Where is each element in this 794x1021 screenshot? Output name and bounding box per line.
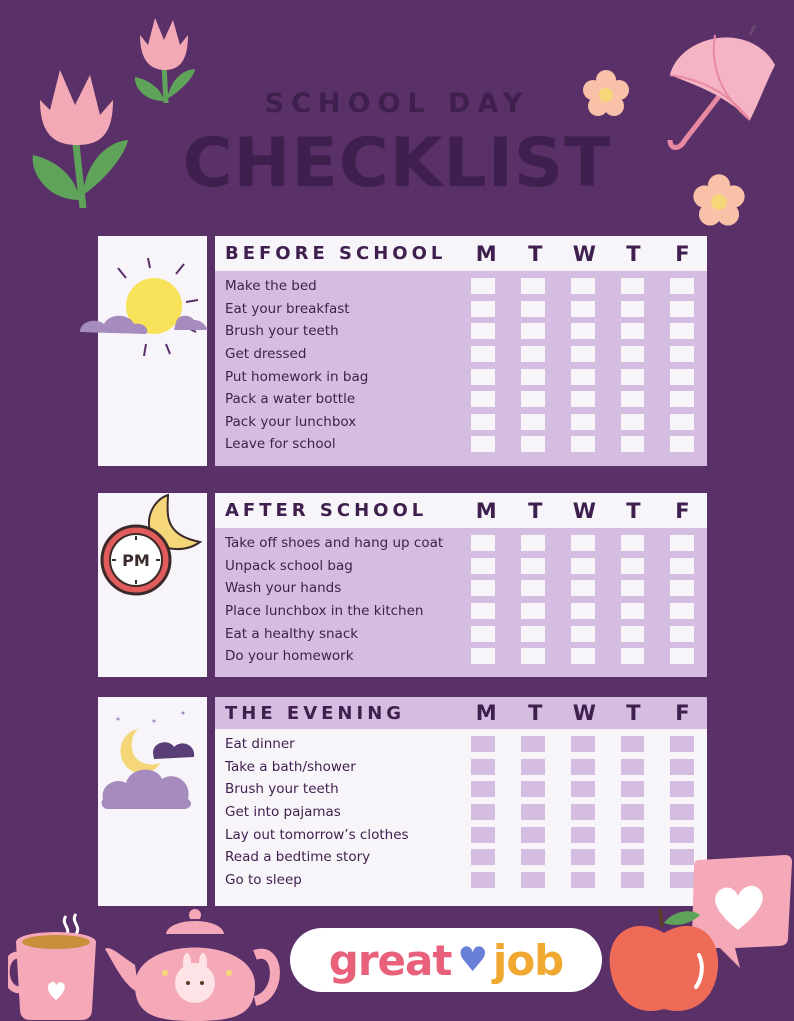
task-row	[215, 388, 707, 411]
checkbox[interactable]	[670, 323, 694, 339]
checkbox[interactable]	[571, 391, 595, 407]
checkbox[interactable]	[621, 558, 645, 574]
section-title: BEFORE SCHOOL	[225, 243, 447, 264]
moon-cloud-icon	[98, 707, 207, 827]
checkbox[interactable]	[670, 626, 694, 642]
day-label: F	[675, 498, 690, 523]
checkbox[interactable]	[571, 781, 595, 797]
day-label: T	[626, 498, 641, 523]
checkbox[interactable]	[670, 781, 694, 797]
task-list	[215, 729, 707, 906]
checkbox[interactable]	[521, 346, 545, 362]
task-row	[215, 343, 707, 366]
task-label: Get into pajamas	[225, 804, 341, 821]
task-row	[215, 622, 707, 645]
task-row	[215, 846, 707, 869]
task-label: Brush your teeth	[225, 781, 339, 798]
checkbox[interactable]	[621, 804, 645, 820]
day-label: T	[528, 701, 543, 725]
checkbox[interactable]	[521, 323, 545, 339]
day-label: W	[572, 498, 596, 523]
checkbox[interactable]	[471, 781, 495, 797]
checkbox[interactable]	[670, 346, 694, 362]
section-title: AFTER SCHOOL	[225, 500, 428, 521]
sun-icon	[58, 250, 218, 370]
task-label: Get dressed	[225, 346, 307, 363]
sticker-text-great: great	[328, 935, 452, 985]
checkbox[interactable]	[670, 558, 694, 574]
checkbox[interactable]	[471, 580, 495, 596]
day-label: T	[626, 241, 641, 266]
day-label: T	[528, 241, 543, 266]
checkbox[interactable]	[471, 872, 495, 888]
task-label: Pack a water bottle	[225, 391, 356, 408]
checkbox[interactable]	[471, 804, 495, 820]
task-label: Unpack school bag	[225, 557, 353, 574]
sticker-text-job: job	[492, 935, 564, 985]
task-label: Lay out tomorrow’s clothes	[225, 826, 409, 843]
checkbox[interactable]	[571, 736, 595, 752]
checkbox[interactable]	[571, 849, 595, 865]
day-label: F	[675, 701, 690, 725]
checkbox[interactable]	[670, 804, 694, 820]
checkbox[interactable]	[621, 414, 645, 430]
checkbox[interactable]	[571, 323, 595, 339]
checkbox[interactable]	[521, 301, 545, 317]
task-label: Brush your teeth	[225, 323, 339, 340]
task-label: Pack your lunchbox	[225, 413, 357, 430]
checkbox[interactable]	[521, 648, 545, 664]
checkbox[interactable]	[471, 759, 495, 775]
great-job-sticker	[290, 928, 602, 992]
heart-icon: ♥	[457, 940, 487, 980]
checkbox[interactable]	[621, 648, 645, 664]
checkbox[interactable]	[621, 603, 645, 619]
checkbox[interactable]	[670, 736, 694, 752]
checkbox[interactable]	[670, 827, 694, 843]
checkbox[interactable]	[670, 535, 694, 551]
task-label: Do your homework	[225, 648, 354, 665]
teacup-icon	[8, 910, 108, 1021]
checkbox[interactable]	[571, 626, 595, 642]
task-list	[215, 528, 707, 677]
checkbox[interactable]	[571, 301, 595, 317]
section-before-school	[215, 236, 707, 466]
checkbox[interactable]	[621, 278, 645, 294]
checkbox[interactable]	[670, 436, 694, 452]
checkbox[interactable]	[521, 759, 545, 775]
task-label: Eat a healthy snack	[225, 625, 359, 642]
checkbox[interactable]	[521, 603, 545, 619]
day-label: M	[475, 701, 497, 725]
task-label: Wash your hands	[225, 580, 342, 597]
checkbox[interactable]	[621, 872, 645, 888]
checkbox[interactable]	[471, 278, 495, 294]
checkbox[interactable]	[571, 603, 595, 619]
task-label: Read a bedtime story	[225, 849, 371, 866]
checkbox[interactable]	[621, 626, 645, 642]
checkbox[interactable]	[571, 535, 595, 551]
checkbox[interactable]	[571, 759, 595, 775]
checkbox[interactable]	[471, 391, 495, 407]
checkbox[interactable]	[571, 278, 595, 294]
checkbox[interactable]	[471, 414, 495, 430]
task-label: Leave for school	[225, 436, 336, 453]
checkbox[interactable]	[521, 626, 545, 642]
checkbox[interactable]	[471, 603, 495, 619]
task-row	[215, 365, 707, 388]
checkbox[interactable]	[521, 872, 545, 888]
checkbox[interactable]	[571, 872, 595, 888]
section-header	[215, 697, 707, 729]
checkbox[interactable]	[471, 626, 495, 642]
checkbox[interactable]	[621, 736, 645, 752]
checkbox[interactable]	[521, 436, 545, 452]
checkbox[interactable]	[621, 369, 645, 385]
checkbox[interactable]	[670, 603, 694, 619]
teapot-icon	[105, 905, 280, 1021]
checkbox[interactable]	[571, 436, 595, 452]
checkbox[interactable]	[571, 827, 595, 843]
clock-label: PM	[122, 551, 150, 570]
task-label: Place lunchbox in the kitchen	[225, 603, 424, 620]
checkbox[interactable]	[621, 827, 645, 843]
checkbox[interactable]	[471, 346, 495, 362]
checkbox[interactable]	[621, 580, 645, 596]
cloud-icon	[102, 770, 191, 809]
checkbox[interactable]	[471, 648, 495, 664]
checkbox[interactable]	[571, 346, 595, 362]
task-row	[215, 320, 707, 343]
task-row	[215, 869, 707, 892]
checkbox[interactable]	[621, 849, 645, 865]
task-row	[215, 756, 707, 779]
checkbox[interactable]	[670, 369, 694, 385]
task-row	[215, 801, 707, 824]
checkbox[interactable]	[521, 391, 545, 407]
task-label: Take a bath/shower	[225, 758, 356, 775]
checkbox[interactable]	[571, 580, 595, 596]
section-after-school	[215, 493, 707, 677]
checkbox[interactable]	[471, 436, 495, 452]
checkbox[interactable]	[521, 369, 545, 385]
checkbox[interactable]	[521, 414, 545, 430]
checkbox[interactable]	[471, 736, 495, 752]
section-header	[215, 236, 707, 271]
checkbox[interactable]	[621, 346, 645, 362]
before-school-icon-panel	[98, 236, 207, 466]
task-label: Eat dinner	[225, 736, 295, 753]
task-row	[215, 532, 707, 555]
checkbox[interactable]	[621, 391, 645, 407]
checkbox[interactable]	[471, 535, 495, 551]
section-header	[215, 493, 707, 528]
checkbox[interactable]	[571, 369, 595, 385]
checkbox[interactable]	[571, 414, 595, 430]
checkbox[interactable]	[521, 827, 545, 843]
checkbox[interactable]	[670, 301, 694, 317]
checkbox[interactable]	[521, 278, 545, 294]
checkbox[interactable]	[670, 648, 694, 664]
checkbox[interactable]	[571, 804, 595, 820]
day-label: W	[572, 701, 596, 725]
checkbox[interactable]	[521, 781, 545, 797]
page-title: CHECKLIST	[182, 124, 612, 203]
checkbox[interactable]	[670, 759, 694, 775]
task-row	[215, 577, 707, 600]
task-row	[215, 823, 707, 846]
checkbox[interactable]	[571, 648, 595, 664]
checkbox[interactable]	[621, 759, 645, 775]
task-row	[215, 555, 707, 578]
checkbox[interactable]	[670, 580, 694, 596]
checkbox[interactable]	[471, 301, 495, 317]
apple-icon	[604, 905, 724, 1021]
checkbox[interactable]	[521, 580, 545, 596]
task-label: Go to sleep	[225, 871, 302, 888]
day-label: M	[475, 498, 497, 523]
task-row	[215, 298, 707, 321]
checkbox[interactable]	[621, 436, 645, 452]
checkbox[interactable]	[621, 535, 645, 551]
checkbox[interactable]	[521, 535, 545, 551]
task-row	[215, 433, 707, 456]
clock-icon	[98, 490, 208, 600]
checkbox[interactable]	[471, 323, 495, 339]
evening-icon-panel	[98, 697, 207, 906]
day-label: T	[528, 498, 543, 523]
checkbox[interactable]	[621, 781, 645, 797]
checkbox[interactable]	[471, 558, 495, 574]
day-label: M	[475, 241, 497, 266]
checkbox[interactable]	[670, 414, 694, 430]
task-label: Eat your breakfast	[225, 300, 350, 317]
task-list	[215, 271, 707, 466]
task-label: Take off shoes and hang up coat	[225, 535, 444, 552]
task-row	[215, 411, 707, 434]
checkbox[interactable]	[471, 827, 495, 843]
task-label: Put homework in bag	[225, 368, 369, 385]
day-label: F	[675, 241, 690, 266]
checkbox[interactable]	[571, 558, 595, 574]
checkbox[interactable]	[521, 849, 545, 865]
checkbox[interactable]	[471, 849, 495, 865]
checkbox[interactable]	[621, 301, 645, 317]
section-title: THE EVENING	[225, 702, 406, 724]
task-label: Make the bed	[225, 278, 317, 295]
task-row	[215, 645, 707, 668]
day-label: W	[572, 241, 596, 266]
task-row	[215, 778, 707, 801]
checkbox[interactable]	[521, 736, 545, 752]
checkbox[interactable]	[670, 391, 694, 407]
task-row	[215, 275, 707, 298]
checkbox[interactable]	[521, 558, 545, 574]
checkbox[interactable]	[670, 278, 694, 294]
checkbox[interactable]	[471, 369, 495, 385]
task-row	[215, 600, 707, 623]
checkbox[interactable]	[521, 804, 545, 820]
task-row	[215, 733, 707, 756]
checkbox[interactable]	[621, 323, 645, 339]
section-the-evening	[215, 697, 707, 906]
page-subtitle: SCHOOL DAY	[264, 88, 530, 119]
day-label: T	[626, 701, 641, 725]
